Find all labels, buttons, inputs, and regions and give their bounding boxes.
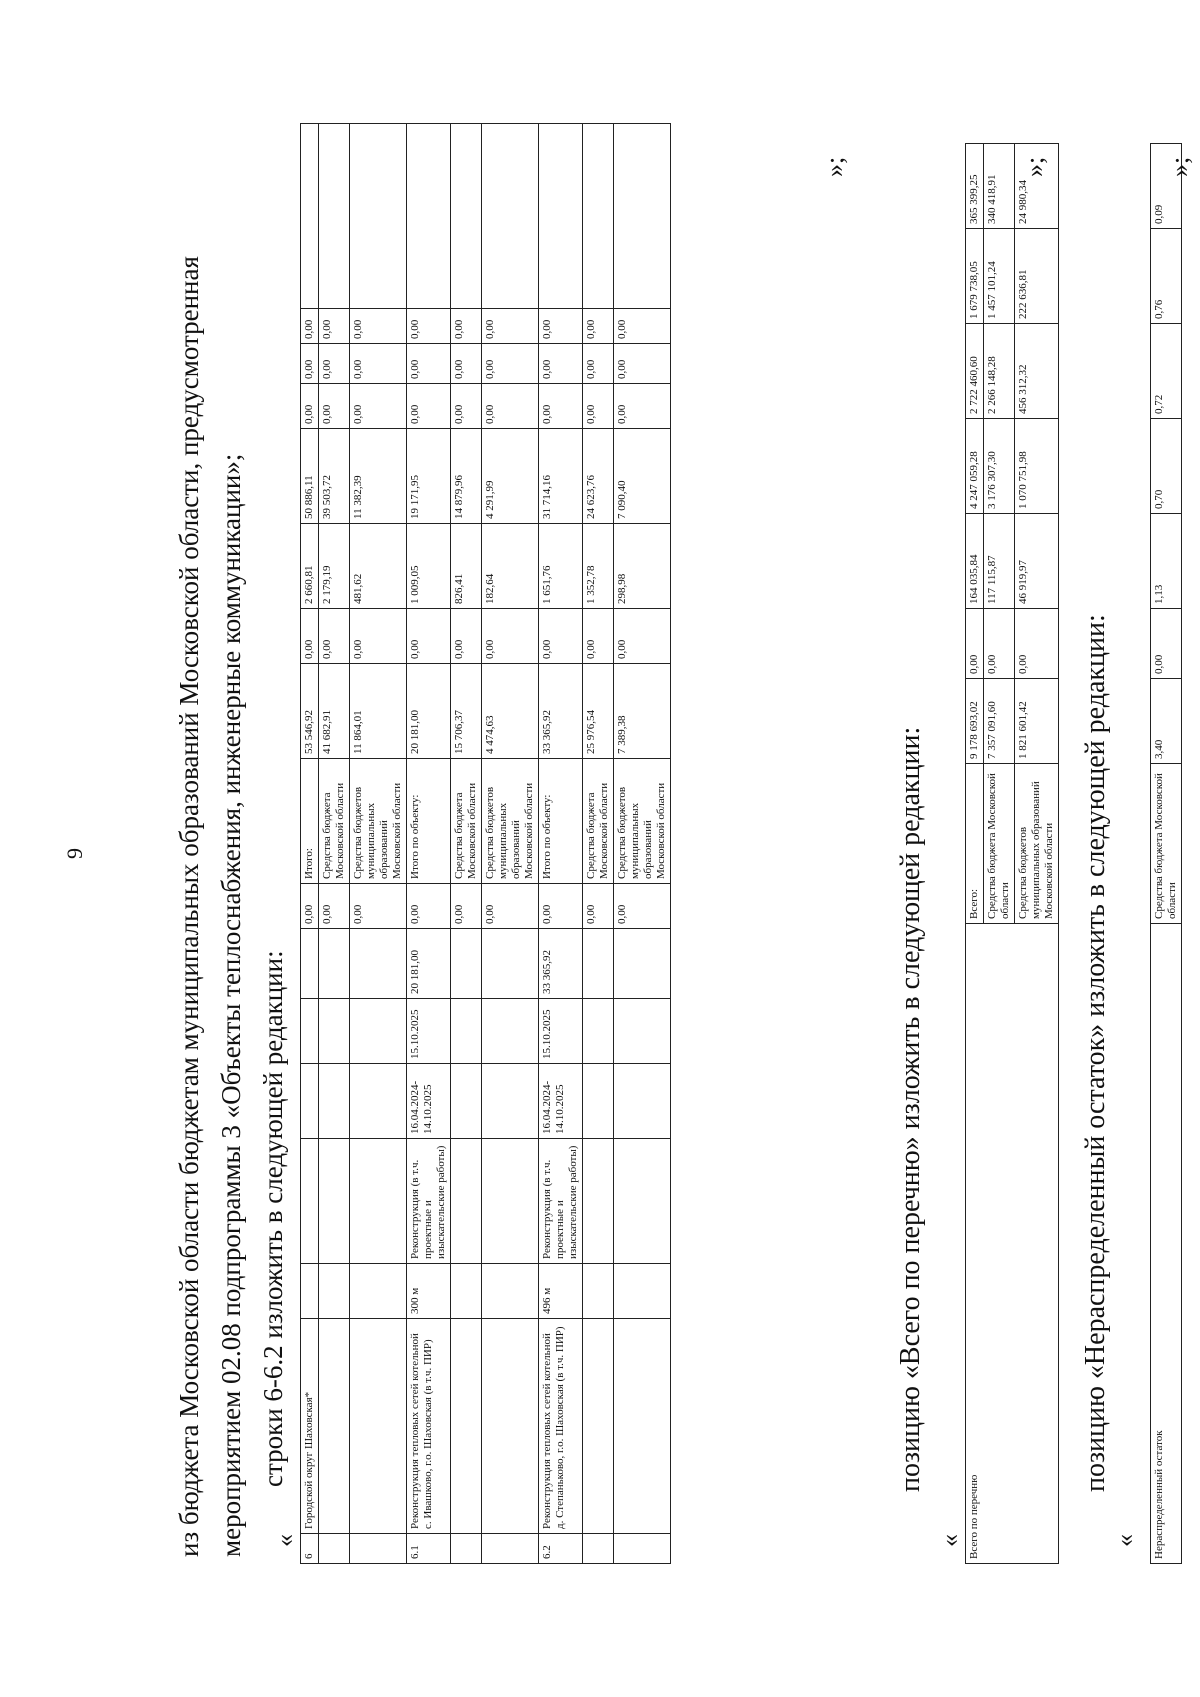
cell-total: 41 682,91	[319, 664, 350, 759]
cell-c6: 0,00	[614, 309, 671, 344]
cell-remain	[482, 124, 539, 309]
cell-cost: 20 181,00	[407, 929, 451, 999]
cell-financed: 1 821 601,42	[1015, 679, 1059, 764]
cell-financed: 9 178 693,02	[966, 679, 984, 764]
cell-cost	[583, 929, 614, 999]
cell-c6: 0,00	[319, 309, 350, 344]
cell-num	[451, 1534, 482, 1564]
cell-c6: 0,00	[539, 309, 583, 344]
intro-line-3: строки 6-6.2 изложить в следующей редакции:	[258, 950, 288, 1487]
cell-c1: 0,00	[539, 609, 583, 664]
cell-name: Городской округ Шаховская*	[301, 1319, 319, 1534]
cell-c5: 0,00	[350, 344, 407, 384]
cell-cost	[319, 929, 350, 999]
cell-c1: 0,00	[350, 609, 407, 664]
cell-cost	[614, 929, 671, 999]
cell-c3: 24 623,76	[583, 429, 614, 524]
cell-dates	[482, 1064, 539, 1139]
cell-c1: 0,00	[451, 609, 482, 664]
cell-c: 3 176 307,30	[984, 419, 1015, 514]
cell-capacity: 300 м	[407, 1264, 451, 1319]
remainder-value-d: 0,72	[1151, 324, 1182, 419]
cell-name	[614, 1319, 671, 1534]
table-row	[966, 144, 984, 1564]
cell-work	[482, 1139, 539, 1264]
cell-cost	[350, 929, 407, 999]
cell-financed: 0,00	[614, 884, 671, 929]
cell-financed: 0,00	[319, 884, 350, 929]
cell-c5: 0,00	[301, 344, 319, 384]
cell-dates	[301, 1064, 319, 1139]
cell-c4: 0,00	[583, 384, 614, 429]
cell-d: 2 722 460,60	[966, 324, 984, 419]
cell-c5: 0,00	[451, 344, 482, 384]
cell-c5: 0,00	[539, 344, 583, 384]
cell-total: 11 864,01	[350, 664, 407, 759]
cell-num: 6.1	[407, 1534, 451, 1564]
cell-capacity	[583, 1264, 614, 1319]
cell-remain	[350, 124, 407, 309]
remainder-label: Нераспределенный остаток	[1151, 924, 1182, 1564]
cell-e: 1 679 738,05	[966, 229, 984, 324]
cell-num: 6.2	[539, 1534, 583, 1564]
cell-f: 340 418,91	[984, 144, 1015, 229]
cell-c3: 14 879,96	[451, 429, 482, 524]
cell-c6: 0,00	[482, 309, 539, 344]
cell-a: 0,00	[984, 609, 1015, 679]
cell-c4: 0,00	[407, 384, 451, 429]
cell-d: 456 312,32	[1015, 324, 1059, 419]
cell-remain	[614, 124, 671, 309]
cell-c5: 0,00	[482, 344, 539, 384]
cell-completion	[301, 999, 319, 1064]
cell-source: Итого по объекту:	[407, 759, 451, 884]
table-row	[451, 124, 482, 1564]
cell-num	[350, 1534, 407, 1564]
cell-e: 1 457 101,24	[984, 229, 1015, 324]
cell-c4: 0,00	[614, 384, 671, 429]
table-row	[482, 124, 539, 1564]
cell-completion	[319, 999, 350, 1064]
remainder-value-e: 0,76	[1151, 229, 1182, 324]
remainder-source: Средства бюджета Московской области	[1151, 764, 1182, 924]
remainder-financed: 3,40	[1151, 679, 1182, 764]
cell-d: 2 266 148,28	[984, 324, 1015, 419]
cell-total: 20 181,00	[407, 664, 451, 759]
cell-c4: 0,00	[539, 384, 583, 429]
cell-num: 6	[301, 1534, 319, 1564]
remainder-value-a: 0,00	[1151, 609, 1182, 679]
cell-source: Средства бюджета Московской области	[984, 764, 1015, 924]
cell-work	[319, 1139, 350, 1264]
cell-remain	[301, 124, 319, 309]
cell-c2: 2 179,19	[319, 524, 350, 609]
cell-financed: 0,00	[301, 884, 319, 929]
cell-dates	[451, 1064, 482, 1139]
cell-dates	[614, 1064, 671, 1139]
cell-c6: 0,00	[301, 309, 319, 344]
intro-line-2: мероприятием 02.08 подпрограммы 3 «Объекты теплоснабжения, инженерные коммуникации»;	[216, 453, 246, 1557]
cell-c6: 0,00	[350, 309, 407, 344]
cell-c5: 0,00	[583, 344, 614, 384]
cell-completion	[583, 999, 614, 1064]
cell-c3: 7 090,40	[614, 429, 671, 524]
cell-c2: 1 352,78	[583, 524, 614, 609]
cell-c2: 2 660,81	[301, 524, 319, 609]
cell-b: 46 919,97	[1015, 514, 1059, 609]
cell-work	[350, 1139, 407, 1264]
remainder-value-c: 0,70	[1151, 419, 1182, 514]
cell-c3: 31 714,16	[539, 429, 583, 524]
cell-c4: 0,00	[451, 384, 482, 429]
cell-capacity	[451, 1264, 482, 1319]
cell-financed: 7 357 091,60	[984, 679, 1015, 764]
cell-source: Средства бюджетов муниципальных образований Московской области	[614, 759, 671, 884]
remainder-value-b: 1,13	[1151, 514, 1182, 609]
cell-completion	[350, 999, 407, 1064]
cell-capacity	[482, 1264, 539, 1319]
cell-name	[583, 1319, 614, 1534]
cell-c1: 0,00	[583, 609, 614, 664]
cell-c1: 0,00	[301, 609, 319, 664]
cell-dates: 16.04.2024-14.10.2025	[539, 1064, 583, 1139]
cell-source: Средства бюджетов муниципальных образований Московской области	[1015, 764, 1059, 924]
cell-capacity	[350, 1264, 407, 1319]
cell-source: Средства бюджета Московской области	[319, 759, 350, 884]
intro-paragraph	[168, 157, 294, 1557]
heading-remainder: позицию «Нераспределенный остаток» изложить в следующей редакции:	[1080, 614, 1111, 1492]
cell-c4: 0,00	[350, 384, 407, 429]
remainder-row	[1151, 144, 1182, 1564]
cell-c5: 0,00	[319, 344, 350, 384]
cell-c2: 481,62	[350, 524, 407, 609]
cell-remain	[407, 124, 451, 309]
cell-total: 53 546,92	[301, 664, 319, 759]
cell-financed: 0,00	[350, 884, 407, 929]
total-label: Всего по перечню	[966, 924, 1059, 1564]
cell-dates	[350, 1064, 407, 1139]
cell-work	[583, 1139, 614, 1264]
cell-c2: 1 651,76	[539, 524, 583, 609]
cell-c1: 0,00	[407, 609, 451, 664]
table-row	[539, 124, 583, 1564]
cell-a: 0,00	[966, 609, 984, 679]
page-number: 9	[62, 848, 87, 859]
cell-financed: 0,00	[583, 884, 614, 929]
cell-remain	[539, 124, 583, 309]
cell-c6: 0,00	[451, 309, 482, 344]
cell-total: 15 706,37	[451, 664, 482, 759]
cell-completion	[614, 999, 671, 1064]
cell-c5: 0,00	[614, 344, 671, 384]
cell-capacity	[614, 1264, 671, 1319]
cell-c4: 0,00	[319, 384, 350, 429]
cell-dates	[319, 1064, 350, 1139]
cell-num	[482, 1534, 539, 1564]
cell-financed: 0,00	[451, 884, 482, 929]
cell-source: Итого:	[301, 759, 319, 884]
quote-close-2: »;	[1020, 156, 1049, 177]
cell-capacity	[301, 1264, 319, 1319]
total-table	[965, 143, 1059, 1564]
cell-c3: 39 503,72	[319, 429, 350, 524]
cell-c2: 182,64	[482, 524, 539, 609]
cell-name: Реконструкция тепловых сетей котельной д. Степаньково, г.о. Шаховская (в т.ч. ПИР)	[539, 1319, 583, 1534]
cell-cost	[482, 929, 539, 999]
cell-num	[614, 1534, 671, 1564]
cell-total: 33 365,92	[539, 664, 583, 759]
quote-close-3: »;	[1165, 156, 1194, 177]
cell-work	[614, 1139, 671, 1264]
cell-source: Средства бюджета Московской области	[583, 759, 614, 884]
cell-c1: 0,00	[482, 609, 539, 664]
cell-c2: 1 009,05	[407, 524, 451, 609]
cell-remain	[583, 124, 614, 309]
cell-cost	[451, 929, 482, 999]
cell-work: Реконструкция (в т.ч. проектные и изыскательские работы)	[407, 1139, 451, 1264]
cell-dates	[583, 1064, 614, 1139]
cell-name	[482, 1319, 539, 1534]
table-row	[614, 124, 671, 1564]
cell-b: 117 115,87	[984, 514, 1015, 609]
cell-e: 222 636,81	[1015, 229, 1059, 324]
cell-num	[319, 1534, 350, 1564]
cell-c1: 0,00	[614, 609, 671, 664]
cell-f: 24 980,34	[1015, 144, 1059, 229]
cell-cost: 33 365,92	[539, 929, 583, 999]
cell-source: Средства бюджетов муниципальных образований Московской области	[350, 759, 407, 884]
quote-close-1: »;	[820, 156, 849, 177]
cell-c3: 19 171,95	[407, 429, 451, 524]
cell-total: 4 474,63	[482, 664, 539, 759]
cell-cost	[301, 929, 319, 999]
cell-c4: 0,00	[482, 384, 539, 429]
cell-remain	[451, 124, 482, 309]
cell-capacity: 496 м	[539, 1264, 583, 1319]
cell-source: Средства бюджета Московской области	[451, 759, 482, 884]
table-row	[407, 124, 451, 1564]
cell-c3: 11 382,39	[350, 429, 407, 524]
table-row	[319, 124, 350, 1564]
cell-c: 4 247 059,28	[966, 419, 984, 514]
cell-total: 25 976,54	[583, 664, 614, 759]
cell-financed: 0,00	[539, 884, 583, 929]
cell-completion: 15.10.2025	[407, 999, 451, 1064]
quote-open-2: «	[935, 1534, 964, 1547]
table-row	[301, 124, 319, 1564]
cell-c4: 0,00	[301, 384, 319, 429]
cell-dates: 16.04.2024-14.10.2025	[407, 1064, 451, 1139]
cell-financed: 0,00	[407, 884, 451, 929]
cell-name: Реконструкция тепловых сетей котельной с. Ивашково, г.о. Шаховская (в т.ч. ПИР)	[407, 1319, 451, 1534]
heading-total: позицию «Всего по перечню» изложить в следующей редакции:	[895, 726, 926, 1492]
cell-name	[319, 1319, 350, 1534]
cell-c1: 0,00	[319, 609, 350, 664]
cell-c6: 0,00	[583, 309, 614, 344]
cell-c5: 0,00	[407, 344, 451, 384]
cell-work	[451, 1139, 482, 1264]
cell-work	[301, 1139, 319, 1264]
cell-c2: 298,98	[614, 524, 671, 609]
quote-open-3: «	[1110, 1534, 1139, 1547]
cell-financed: 0,00	[482, 884, 539, 929]
table-row	[583, 124, 614, 1564]
cell-c6: 0,00	[407, 309, 451, 344]
cell-source: Средства бюджетов муниципальных образований Московской области	[482, 759, 539, 884]
cell-name	[451, 1319, 482, 1534]
cell-completion	[482, 999, 539, 1064]
cell-c2: 826,41	[451, 524, 482, 609]
cell-a: 0,00	[1015, 609, 1059, 679]
cell-c: 1 070 751,98	[1015, 419, 1059, 514]
cell-completion	[451, 999, 482, 1064]
cell-completion: 15.10.2025	[539, 999, 583, 1064]
cell-b: 164 035,84	[966, 514, 984, 609]
remainder-table	[1150, 143, 1182, 1564]
objects-table	[300, 123, 671, 1564]
cell-c3: 4 291,99	[482, 429, 539, 524]
cell-total: 7 389,38	[614, 664, 671, 759]
cell-capacity	[319, 1264, 350, 1319]
quote-open-1: «	[270, 1534, 299, 1547]
cell-source: Всего:	[966, 764, 984, 924]
cell-num	[583, 1534, 614, 1564]
remainder-value-f: 0,09	[1151, 144, 1182, 229]
cell-remain	[319, 124, 350, 309]
cell-f: 365 399,25	[966, 144, 984, 229]
table-row	[350, 124, 407, 1564]
cell-source: Итого по объекту:	[539, 759, 583, 884]
intro-line-1: из бюджета Московской области бюджетам муниципальных образований Московской области, предусмотренная	[174, 256, 204, 1557]
cell-name	[350, 1319, 407, 1534]
cell-work: Реконструкция (в т.ч. проектные и изыскательские работы)	[539, 1139, 583, 1264]
cell-c3: 50 886,11	[301, 429, 319, 524]
